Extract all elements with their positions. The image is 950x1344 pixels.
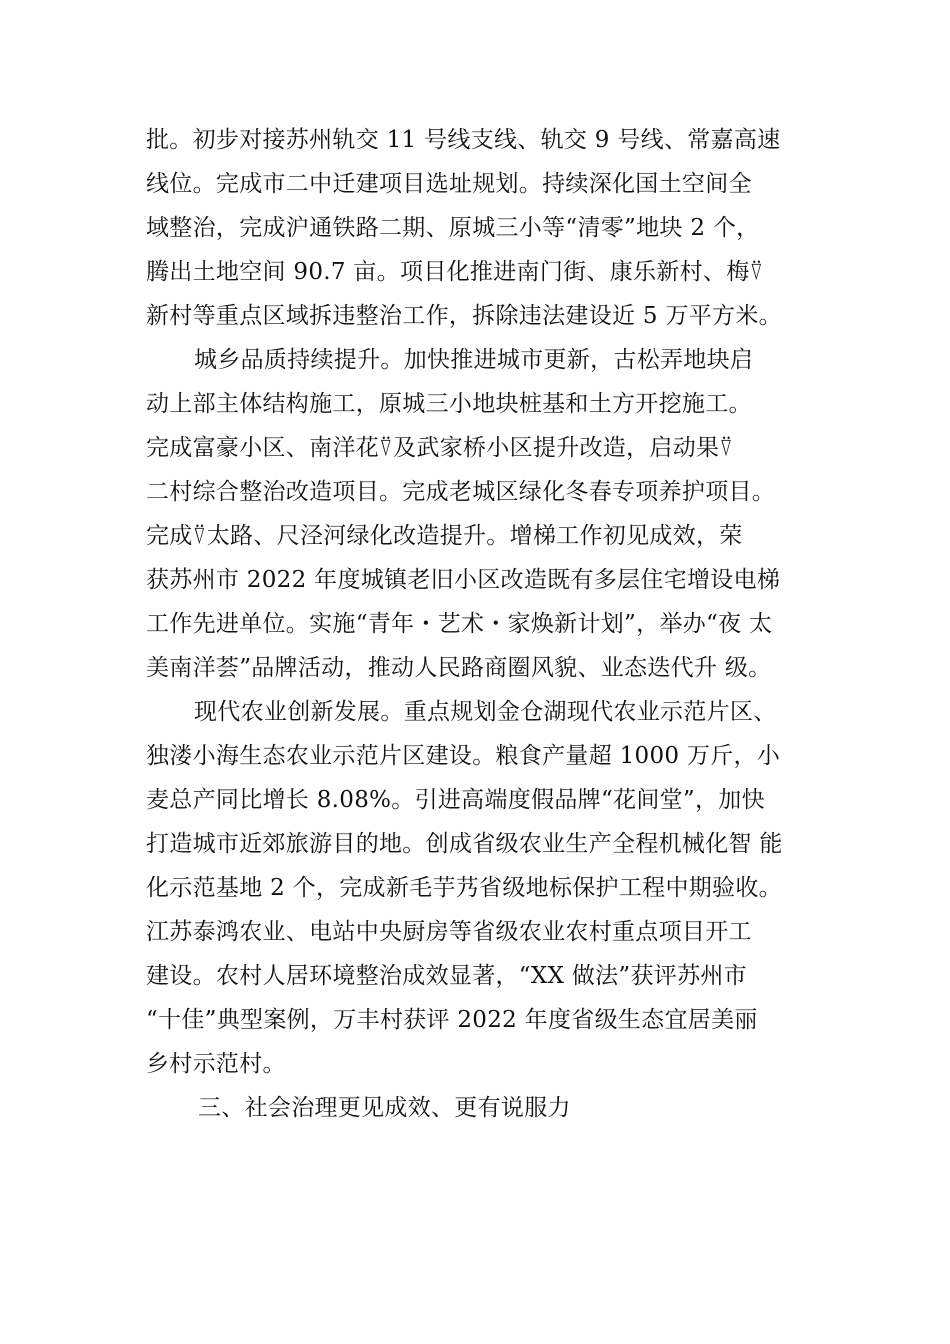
text-line: 完成富豪小区、南洋花⍢及武家桥小区提升改造，启动果⍢ [146, 435, 734, 461]
document-body [146, 118, 846, 1130]
text-line: 动上部主体结构施工，原城三小地块桩基和土方开挖施工。 [146, 391, 752, 417]
text-line: 完成⍢太路、尺泾河绿化改造提升。增梯工作初见成效，荣 [146, 523, 743, 549]
text-line: 新村等重点区域拆违整治工作，拆除违法建设近 5 万平方米。 [146, 303, 782, 329]
text-line: 二村综合整治改造项目。完成老城区绿化冬春专项养护项目。 [146, 479, 776, 505]
text-line: 腾出土地空间 90.7 亩。项目化推进南门街、康乐新村、梅⍢ [146, 259, 764, 285]
text-line: 城乡品质持续提升。加快推进城市更新，古松弄地块启 [194, 347, 754, 373]
text-line: 建设。农村人居环境整治成效显著，“XX 做法”获评苏州市 [146, 963, 747, 989]
text-line: “十佳”典型案例，万丰村获评 2022 年度省级生态宜居美丽 [146, 1007, 758, 1033]
text-line: 麦总产同比增长 8.08%。引进高端度假品牌“花间堂”，加快 [146, 787, 765, 813]
text-line: 批。初步对接苏州轨交 11 号线支线、轨交 9 号线、常嘉高速 [146, 127, 781, 153]
text-line: 化示范基地 2 个，完成新毛芋艿省级地标保护工程中期验收。 [146, 875, 782, 901]
text-line: 线位。完成市二中迁建项目选址规划。持续深化国土空间全 [146, 171, 752, 197]
paragraph-land-planning [146, 118, 846, 338]
text-line: 工作先进单位。实施“青年・艺术・家焕新计划”，举办“夜 太 [146, 611, 773, 637]
text-line: 乡村示范村。 [146, 1051, 286, 1077]
paragraph-urban-quality [146, 338, 846, 690]
text-line: 江苏泰鸿农业、电站中央厨房等省级农业农村重点项目开工 [146, 919, 752, 945]
paragraph-modern-agriculture [146, 690, 846, 1086]
text-line: 域整治，完成沪通铁路二期、原城三小等“清零”地块 2 个， [146, 215, 760, 241]
section-heading: 三、社会治理更见成效、更有说服力 [198, 1095, 571, 1121]
text-line: 现代农业创新发展。重点规划金仓湖现代农业示范片区、 [194, 699, 777, 725]
text-line: 美南洋荟”品牌活动，推动人民路商圈风貌、业态迭代升 级。 [146, 655, 772, 681]
text-line: 获苏州市 2022 年度城镇老旧小区改造既有多层住宅增设电梯 [146, 567, 781, 593]
text-line: 打造城市近郊旅游目的地。创成省级农业生产全程机械化智 能 [146, 831, 783, 857]
text-line: 独溇小海生态农业示范片区建设。粮食产量超 1000 万斤，小 [146, 743, 781, 769]
